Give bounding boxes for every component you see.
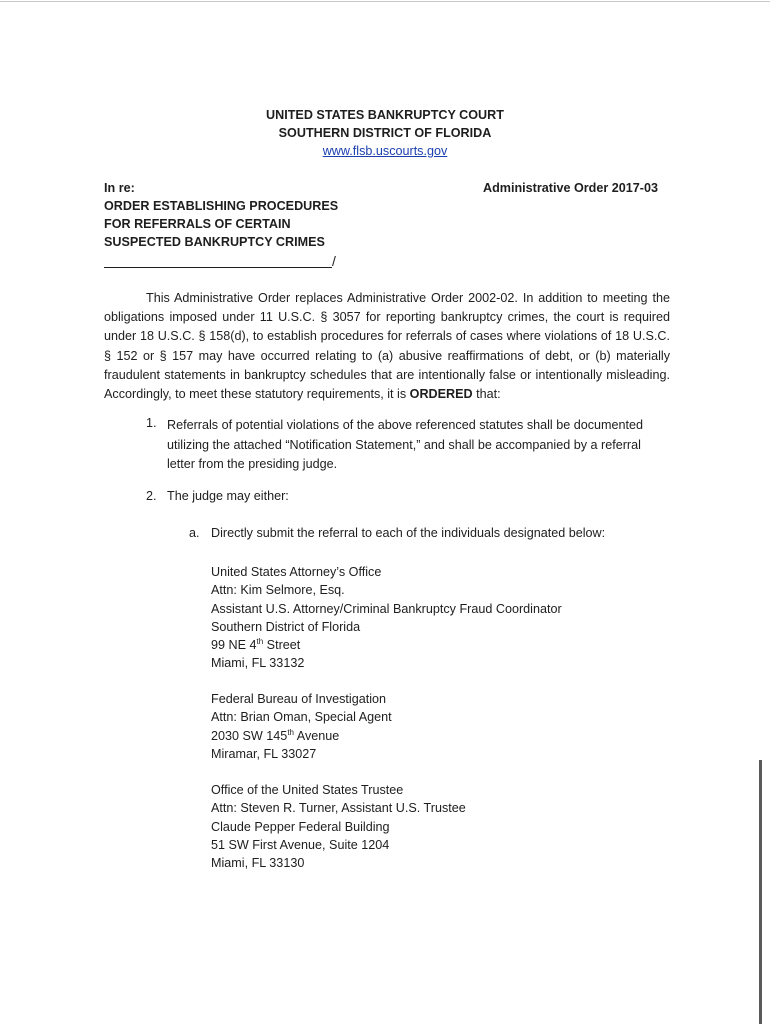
order-title-line-1: ORDER ESTABLISHING PROCEDURES <box>104 199 339 213</box>
address-city: Miami, FL 33132 <box>211 656 305 671</box>
order-title-line-2: FOR REFERRALS OF CERTAIN <box>104 217 291 231</box>
address-street: 99 NE 4th Street <box>211 637 301 653</box>
caption-slash: / <box>332 253 336 269</box>
address-street: 2030 SW 145th Avenue <box>211 727 340 743</box>
item-1-number: 1. <box>146 416 157 430</box>
address-line: Claude Pepper Federal Building <box>211 819 390 834</box>
address-line: Attn: Brian Oman, Special Agent <box>211 710 392 725</box>
address-line: Federal Bureau of Investigation <box>211 692 387 706</box>
address-city: Miramar, FL 33027 <box>211 746 317 761</box>
item-1-line: letter from the presiding judge. <box>167 457 338 471</box>
intro-text: This Administrative Order replaces Administrative Order 2002-02. In addition to meeting the obligations imposed under 11 U.S.C. § 3057 for reporting bankruptcy crimes, the court is required under 18 U.S.C. § 158(d), to establish procedures for referrals of cases where violations of 18 U.S.C. § 152 or § 157 may have occurred relating to (a) abusive reaffirmations of debt, or (b) materially fraudulent statements in bankruptcy schedules that are intentionally false or intentionally misleading. Accordingly, to meet these statutory requirements, it is <box>104 291 670 402</box>
address-line: Attn: Steven R. Turner, Assistant U.S. Trustee <box>211 801 466 816</box>
item-2-number: 2. <box>146 489 157 503</box>
item-1-line: utilizing the attached “Notification Statement,” and shall be accompanied by a referral <box>167 437 641 452</box>
intro-text-end: that: <box>472 387 501 402</box>
address-line: United States Attorney’s Office <box>211 565 382 579</box>
address-line: Assistant U.S. Attorney/Criminal Bankruptcy Fraud Coordinator <box>211 601 562 616</box>
ordered-word: ORDERED <box>409 387 473 402</box>
address-us-trustee <box>211 781 466 872</box>
address-line: Office of the United States Trustee <box>211 783 404 797</box>
court-name: UNITED STATES BANKRUPTCY COURT <box>266 108 504 122</box>
court-district: SOUTHERN DISTRICT OF FLORIDA <box>278 126 492 140</box>
sub-item-a-letter: a. <box>189 526 200 540</box>
address-fbi <box>211 690 392 763</box>
intro-paragraph <box>104 289 670 404</box>
scan-edge-right <box>759 760 762 1024</box>
item-1-text <box>167 416 643 475</box>
sub-item-a-text: Directly submit the referral to each of the individuals designated below: <box>211 526 606 540</box>
address-line: Miami, FL 33130 <box>211 856 305 871</box>
item-2-text: The judge may either: <box>167 489 289 503</box>
court-website-link[interactable]: www.flsb.uscourts.gov <box>322 144 448 158</box>
order-title-line-3: SUSPECTED BANKRUPTCY CRIMES <box>104 235 325 249</box>
address-us-attorney <box>211 563 562 673</box>
order-number: Administrative Order 2017-03 <box>483 181 658 195</box>
address-line: 51 SW First Avenue, Suite 1204 <box>211 837 390 852</box>
scan-edge-top <box>0 1 770 2</box>
address-line: Attn: Kim Selmore, Esq. <box>211 583 345 598</box>
in-re-label: In re: <box>104 181 135 195</box>
address-line: Southern District of Florida <box>211 619 361 634</box>
caption-underline <box>104 267 332 268</box>
item-1-line: Referrals of potential violations of the above referenced statutes shall be documented <box>167 418 644 432</box>
